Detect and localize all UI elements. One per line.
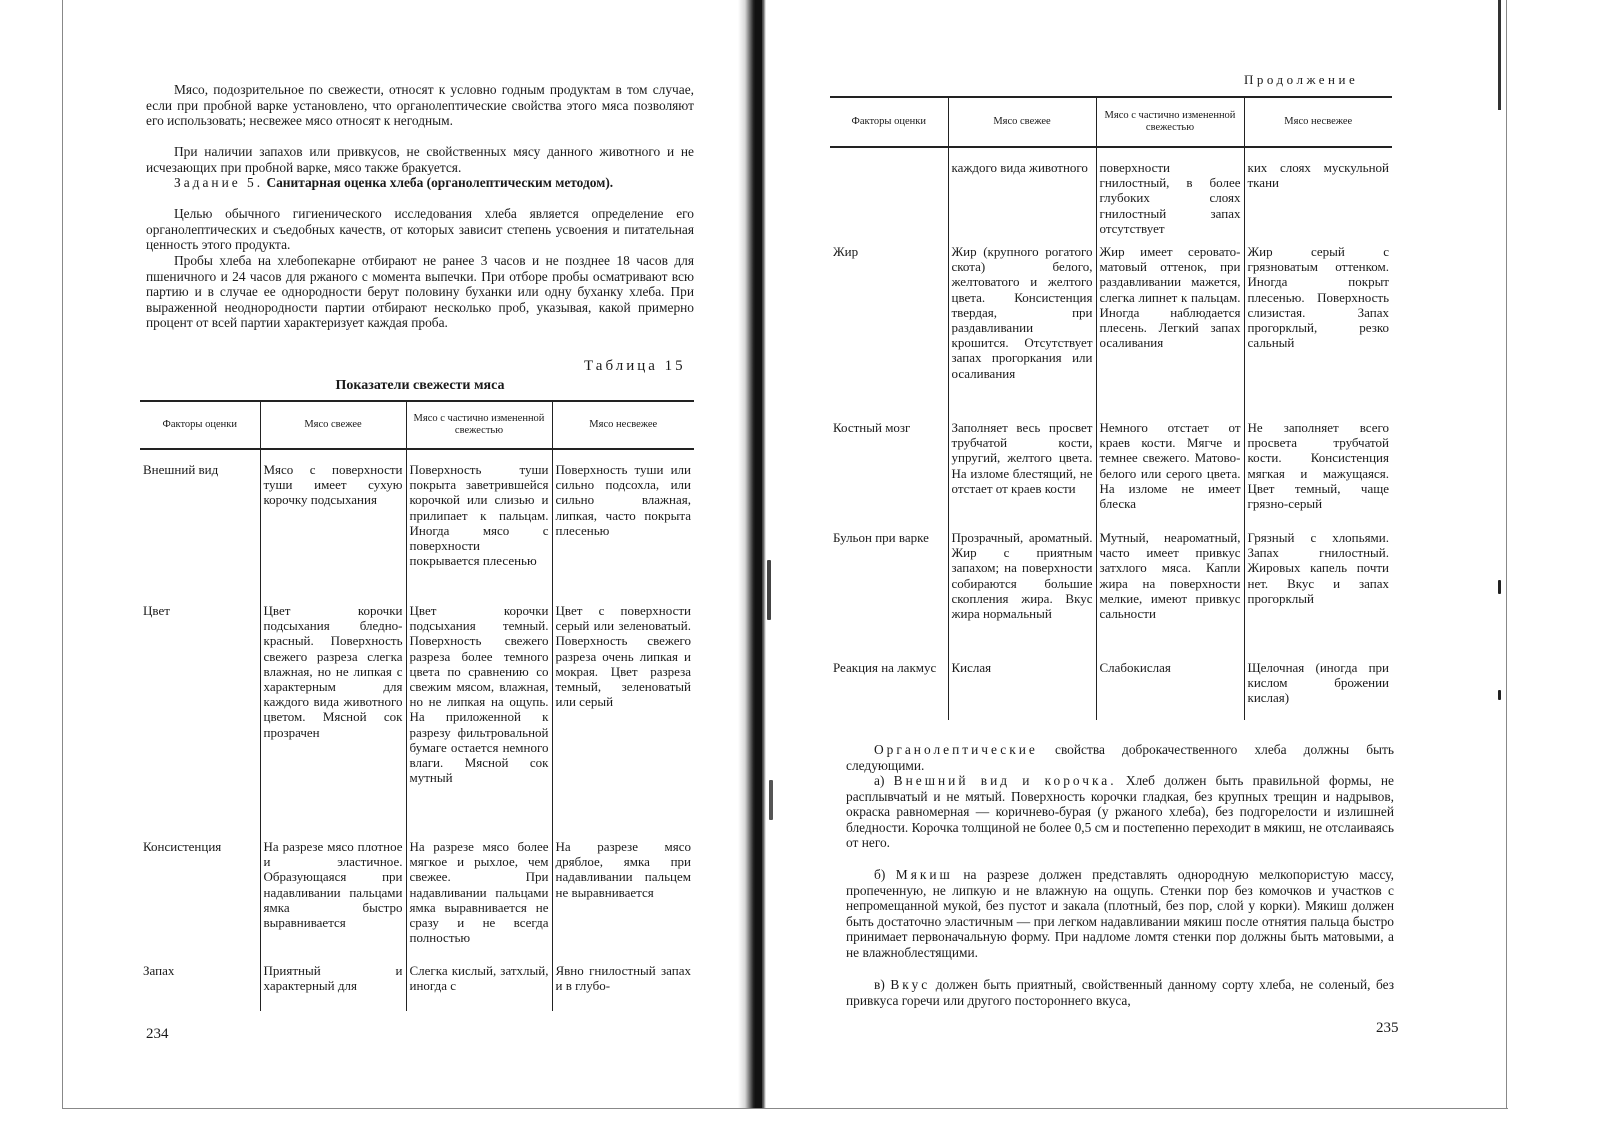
header-stale: Мясо несвежее xyxy=(552,401,694,449)
header-factors: Факторы оценки xyxy=(830,97,948,147)
meat-freshness-table xyxy=(140,400,694,1011)
cell-partial: Слабокислая xyxy=(1096,658,1244,720)
right-page xyxy=(830,0,1398,1100)
scan-edge-mark xyxy=(1498,0,1501,110)
header-factors: Факторы оценки xyxy=(140,401,260,449)
table-title: Показатели свежести мяса xyxy=(335,378,505,393)
cell-partial: Слегка кислый, затхлый, иногда с xyxy=(406,961,552,1011)
book-gutter-line xyxy=(756,0,762,1108)
table-row xyxy=(140,837,694,961)
scan-speck xyxy=(1498,690,1501,700)
cell-fresh: Заполняет весь просвет трубчатой кости, упругий, желтого цвета. На изломе блестящий, не отстает от краев кости xyxy=(948,418,1096,528)
cell-fresh: Прозрачный, ароматный. Жир с приятным запахом; на поверхности собираются большие скопления жира. Вкус жира нормальный xyxy=(948,528,1096,658)
scan-border-left xyxy=(62,0,63,1108)
cell-stale: Поверхность туши или сильно подсохла, или сильно влажная, липкая, часто покрыта плесенью xyxy=(552,449,694,601)
cell-partial: Немного отстает от краев кости. Мягче и темнее свежего. Матово-белого или серого цвета. На изломе не имеет блеска xyxy=(1096,418,1244,528)
cell-fresh: Цвет корочки подсыхания бледно-красный. Поверхность свежего разреза слегка влажная, но не липкая с характерным для каждого вида животного цветом. Мясной сок прозрачен xyxy=(260,601,406,837)
row-factor: Жир xyxy=(833,244,859,260)
scan-speck xyxy=(1498,580,1501,594)
cell-fresh: На разрезе мясо плотное и эластичное. Образующаяся при надавливании пальцами ямка быстро выравнивается xyxy=(260,837,406,961)
cell-partial: Поверхность туши покрыта заветрившейся корочкой или слизью и прилипает к пальцам. Иногда мясо с поверхности покрывается плесенью xyxy=(406,449,552,601)
cell-stale: Цвет с поверхности серый или зеленоватый. Поверхность свежего разреза очень липкая и мокрая. Цвет разреза темный, зеленоватый или серый xyxy=(552,601,694,837)
row-factor: Цвет xyxy=(143,603,170,618)
paragraph-bread-appearance: а) Внешний вид и корочка. Хлеб должен быть правильной формы, не расплывчатый и не мятый. Поверхность корочки гладкая, без крупных трещин и надрывов, окраска равномерная — коричнево-бурая (у ржаного хлеба), без подгорелости и излишней бледности. Корочка толщиной не более 0,5 см и постепенно переходит в мякиш, не отслаиваясь от него. xyxy=(846,773,1394,851)
row-factor: Костный мозг xyxy=(833,420,911,436)
scan-speck xyxy=(769,780,773,820)
paragraph-bread-purpose: Целью обычного гигиенического исследования хлеба является определение его органолептических и съедобных качеств, от которых зависит степень усвоения и питательная ценность этого продукта. xyxy=(146,206,694,253)
cell-stale: На разрезе мясо дряблое, ямка при надавливании пальцем не выравнивается xyxy=(552,837,694,961)
cell-stale: Жир серый с грязноватым оттенком. Иногда покрыт плесенью. Поверхность слизистая. Запах прогорклый, резко сальный xyxy=(1244,242,1392,418)
table-continuation-label: Продолжение xyxy=(1244,72,1359,87)
cell-partial: Мутный, неароматный, часто имеет привкус затхлого мяса. Капли жира на поверхности мелкие, имеют привкус сальности xyxy=(1096,528,1244,658)
header-fresh: Мясо свежее xyxy=(260,401,406,449)
header-partial: Мясо с частично измененной свежестью xyxy=(1096,97,1244,147)
header-partial: Мясо с частично измененной свежестью xyxy=(406,401,552,449)
row-factor xyxy=(830,147,948,242)
cell-partial: Цвет корочки подсыхания темный. Поверхность свежего разреза более темного цвета по сравнению со свежим мясом, влажная, но не липкая на ощупь. На приложенной к разрезу фильтровальной бумаге остается немного влаги. Мясной сок мутный xyxy=(406,601,552,837)
header-stale: Мясо несвежее xyxy=(1244,97,1392,147)
paragraph-bread-crumb: б) Мякиш на разрезе должен представлять однородную мелкопористую массу, пропеченную, не липкую и не влажную на ощупь. Стенки пор без комочков и участков с непромещанной мукой, без пустот и закала (плотный, без пор, слой у корки). Мякиш должен быть достаточно эластичным — при легком надавливании мякиш после отнятия пальца быстро принимает первоначальную форму. При надломе ломтя стенки пор должны быть матовыми, а не влажноблестящими. xyxy=(846,867,1394,960)
table-row xyxy=(140,449,694,601)
table-row xyxy=(830,658,1392,720)
cell-partial: поверхности гнилостный, в более глубоких слоях гнилостный запах отсутствует xyxy=(1096,147,1244,242)
cell-stale: Не заполняет всего просвета трубчатой кости. Консистенция мягкая и мажущаяся. Цвет темный, чаще грязно-серый xyxy=(1244,418,1392,528)
cell-partial: Жир имеет серовато-матовый оттенок, при раздавливании мажется, слегка липнет к пальцам. Иногда наблюдается плесень. Легкий запах осаливания xyxy=(1096,242,1244,418)
page-number-left: 234 xyxy=(146,1026,169,1042)
left-page xyxy=(140,0,700,1100)
paragraph-meat-conditional: Мясо, подозрительное по свежести, относят к условно годным продуктам в том случае, если при пробной варке установлено, что органолептические свойства этого мяса позволяют его использовать; несвежее мясо относят к негодным. xyxy=(146,82,694,129)
cell-fresh: каждого вида животного xyxy=(948,147,1096,242)
cell-stale: Явно гнилостный запах и в глубо- xyxy=(552,961,694,1011)
table-row xyxy=(830,418,1392,528)
row-factor: Реакция на лакмус xyxy=(833,660,937,676)
row-factor: Консистенция xyxy=(143,839,222,854)
row-factor: Внешний вид xyxy=(143,462,219,477)
cell-fresh: Кислая xyxy=(948,658,1096,720)
row-factor: Запах xyxy=(143,963,175,978)
scan-border-right xyxy=(1506,0,1507,1108)
table-row xyxy=(830,147,1392,242)
paragraph-bread-sampling: Пробы хлеба на хлебопекарне отбирают не ранее 3 часов и не позднее 18 часов для пшеничного и 24 часов для ржаного с момента выпечки. При отборе пробы осматривают всю партию и в случае ее однородности берут половину буханки или одну буханку хлеба. При выраженной неоднородности партии отбирают несколько проб, указывая, какой примерно процент от всей партии характеризует каждая проба. xyxy=(146,253,694,331)
scan-border-bottom xyxy=(62,1108,1508,1109)
cell-stale: ких слоях мускульной ткани xyxy=(1244,147,1392,242)
cell-fresh: Жир (крупного рогатого скота) белого, желтоватого и желтого цвета. Консистенция твердая, при раздавливании крошится. Отсутствует запах прогоркания или осаливания xyxy=(948,242,1096,418)
table-row xyxy=(830,528,1392,658)
paragraph-meat-odors: При наличии запахов или привкусов, не свойственных мясу данного животного и не исчезающих при пробной варке, мясо также бракуется. xyxy=(146,144,694,175)
meat-freshness-table-continued xyxy=(830,96,1392,720)
header-fresh: Мясо свежее xyxy=(948,97,1096,147)
scan-speck xyxy=(767,560,771,620)
paragraph-bread-taste: в) Вкус должен быть приятный, свойственный данному сорту хлеба, не соленый, без привкуса горечи или другого постороннего вкуса, xyxy=(846,977,1394,1008)
cell-fresh: Приятный и характерный для xyxy=(260,961,406,1011)
paragraph-bread-properties-intro: Органолептические свойства доброкачественного хлеба должны быть следующими. xyxy=(846,742,1394,773)
task-heading: Задание 5. Санитарная оценка хлеба (органолептическим методом). xyxy=(174,175,614,190)
cell-fresh: Мясо с поверхности туши имеет сухую корочку подсыхания xyxy=(260,449,406,601)
table-number: Таблица 15 xyxy=(584,358,686,374)
table-row xyxy=(830,242,1392,418)
table-row xyxy=(140,601,694,837)
row-factor: Бульон при варке xyxy=(833,530,929,546)
table-row xyxy=(140,961,694,1011)
cell-stale: Щелочная (иногда при кислом брожении кислая) xyxy=(1244,658,1392,720)
page-number-right: 235 xyxy=(1376,1020,1399,1036)
cell-partial: На разрезе мясо более мягкое и рыхлое, чем свежее. При надавливании пальцами ямка выравнивается не сразу и не всегда полностью xyxy=(406,837,552,961)
cell-stale: Грязный с хлопьями. Запах гнилостный. Жировых капель почти нет. Вкус и запах прогорклый xyxy=(1244,528,1392,658)
